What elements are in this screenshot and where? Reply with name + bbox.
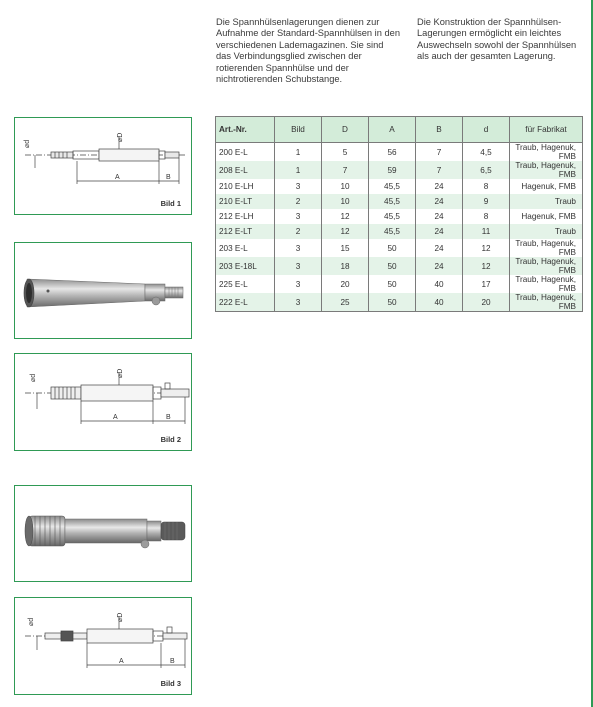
cell-bild: 2 bbox=[275, 224, 322, 239]
table-row bbox=[216, 161, 583, 179]
cell-art-nr: 212 E-LH bbox=[216, 209, 275, 224]
sleeve-photo-icon bbox=[15, 243, 191, 338]
bild1-dim-large-d: ⌀D bbox=[117, 132, 124, 142]
cell-b: 7 bbox=[416, 161, 463, 179]
cell-fabrikat: Traub bbox=[510, 194, 583, 209]
cell-fabrikat: Traub, Hagenuk, FMB bbox=[510, 161, 583, 179]
table-row bbox=[216, 179, 583, 194]
cell-bild: 1 bbox=[275, 161, 322, 179]
cell-b: 24 bbox=[416, 194, 463, 209]
cell-art-nr: 210 E-LT bbox=[216, 194, 275, 209]
cell-bild: 3 bbox=[275, 179, 322, 194]
cell-fabrikat: Hagenuk, FMB bbox=[510, 179, 583, 194]
col-art-nr: Art.-Nr. bbox=[216, 117, 275, 143]
bild3-drawing-panel bbox=[14, 597, 192, 695]
spec-table bbox=[215, 116, 583, 312]
col-b: B bbox=[416, 117, 463, 143]
cell-bild: 3 bbox=[275, 293, 322, 312]
cell-a: 45,5 bbox=[369, 224, 416, 239]
col-d-small: d bbox=[463, 117, 510, 143]
cell-d-small: 12 bbox=[463, 257, 510, 275]
cell-a: 50 bbox=[369, 239, 416, 257]
table-row bbox=[216, 194, 583, 209]
cell-d-small: 4,5 bbox=[463, 143, 510, 162]
cell-art-nr: 212 E-LT bbox=[216, 224, 275, 239]
bild1-label: Bild 1 bbox=[160, 199, 181, 208]
bild3-dim-b: B bbox=[170, 658, 175, 665]
cell-b: 24 bbox=[416, 239, 463, 257]
cell-b: 40 bbox=[416, 293, 463, 312]
cell-b: 24 bbox=[416, 179, 463, 194]
cell-art-nr: 225 E-L bbox=[216, 275, 275, 293]
cell-bild: 2 bbox=[275, 194, 322, 209]
cell-a: 45,5 bbox=[369, 194, 416, 209]
col-bild: Bild bbox=[275, 117, 322, 143]
cell-d-large: 12 bbox=[322, 209, 369, 224]
bild3-label: Bild 3 bbox=[160, 679, 181, 688]
cell-a: 45,5 bbox=[369, 209, 416, 224]
cell-fabrikat: Traub, Hagenuk, FMB bbox=[510, 293, 583, 312]
cell-art-nr: 208 E-L bbox=[216, 161, 275, 179]
table-row bbox=[216, 293, 583, 312]
intro-right-text: Die Konstruktion der Spannhülsen-Lagerungen ermöglicht ein leichtes Auswechseln sowohl der Spannhülsen als auch der gesamten Lagerung. bbox=[417, 17, 577, 62]
cell-b: 7 bbox=[416, 143, 463, 162]
cell-bild: 3 bbox=[275, 257, 322, 275]
cell-d-large: 5 bbox=[322, 143, 369, 162]
table-row bbox=[216, 209, 583, 224]
cell-d-small: 17 bbox=[463, 275, 510, 293]
bearing-photo-icon bbox=[15, 486, 191, 581]
cell-bild: 3 bbox=[275, 275, 322, 293]
intro-left-text: Die Spannhülsenlagerungen dienen zur Aufnahme der Standard-Spannhülsen in den verschiedenen Lademagazinen. Sie sind das Verbindungsglied zwischen der rotierenden Spannhülse und der nichtrotierenden Schubstange. bbox=[216, 17, 401, 85]
photo2-panel bbox=[14, 485, 192, 582]
bild3-dim-small-d: ⌀d bbox=[28, 617, 35, 626]
cell-d-large: 18 bbox=[322, 257, 369, 275]
cell-a: 45,5 bbox=[369, 179, 416, 194]
bild1-dim-a: A bbox=[115, 174, 120, 181]
bild2-dim-large-d: ⌀D bbox=[117, 368, 124, 378]
cell-b: 24 bbox=[416, 257, 463, 275]
bild2-dim-small-d: ⌀d bbox=[30, 373, 37, 382]
cell-b: 24 bbox=[416, 209, 463, 224]
cell-a: 50 bbox=[369, 257, 416, 275]
cell-art-nr: 210 E-LH bbox=[216, 179, 275, 194]
cell-b: 24 bbox=[416, 224, 463, 239]
cell-fabrikat: Traub bbox=[510, 224, 583, 239]
cell-a: 59 bbox=[369, 161, 416, 179]
cell-b: 40 bbox=[416, 275, 463, 293]
cell-bild: 3 bbox=[275, 239, 322, 257]
cell-d-large: 10 bbox=[322, 179, 369, 194]
table-row bbox=[216, 143, 583, 162]
col-a: A bbox=[369, 117, 416, 143]
cell-d-large: 10 bbox=[322, 194, 369, 209]
cell-fabrikat: Traub, Hagenuk, FMB bbox=[510, 275, 583, 293]
cell-bild: 1 bbox=[275, 143, 322, 162]
cell-d-small: 11 bbox=[463, 224, 510, 239]
table-row bbox=[216, 224, 583, 239]
col-fabrikat: für Fabrikat bbox=[510, 117, 583, 143]
bild1-dim-small-d: ⌀d bbox=[24, 139, 31, 148]
cell-d-large: 20 bbox=[322, 275, 369, 293]
bild3-dim-large-d: ⌀D bbox=[117, 612, 124, 622]
cell-art-nr: 222 E-L bbox=[216, 293, 275, 312]
bild2-drawing-panel bbox=[14, 353, 192, 451]
bild1-drawing-panel bbox=[14, 117, 192, 215]
cell-a: 56 bbox=[369, 143, 416, 162]
cell-d-small: 12 bbox=[463, 239, 510, 257]
cell-d-small: 20 bbox=[463, 293, 510, 312]
bild3-dim-a: A bbox=[119, 658, 124, 665]
table-row bbox=[216, 275, 583, 293]
bild2-dim-a: A bbox=[113, 414, 118, 421]
bild2-dim-b: B bbox=[166, 414, 171, 421]
cell-d-small: 9 bbox=[463, 194, 510, 209]
cell-d-small: 8 bbox=[463, 209, 510, 224]
cell-bild: 3 bbox=[275, 209, 322, 224]
cell-fabrikat: Traub, Hagenuk, FMB bbox=[510, 257, 583, 275]
spec-table-header bbox=[216, 117, 583, 143]
cell-art-nr: 200 E-L bbox=[216, 143, 275, 162]
bild1-dim-b: B bbox=[166, 174, 171, 181]
photo1-panel bbox=[14, 242, 192, 339]
bild2-label: Bild 2 bbox=[160, 435, 181, 444]
col-d-large: D bbox=[322, 117, 369, 143]
table-row bbox=[216, 257, 583, 275]
cell-d-large: 12 bbox=[322, 224, 369, 239]
cell-a: 50 bbox=[369, 293, 416, 312]
cell-art-nr: 203 E-18L bbox=[216, 257, 275, 275]
cell-a: 50 bbox=[369, 275, 416, 293]
cell-fabrikat: Hagenuk, FMB bbox=[510, 209, 583, 224]
cell-d-large: 15 bbox=[322, 239, 369, 257]
table-row bbox=[216, 239, 583, 257]
cell-art-nr: 203 E-L bbox=[216, 239, 275, 257]
cell-fabrikat: Traub, Hagenuk, FMB bbox=[510, 239, 583, 257]
cell-d-large: 25 bbox=[322, 293, 369, 312]
cell-d-small: 6,5 bbox=[463, 161, 510, 179]
cell-fabrikat: Traub, Hagenuk, FMB bbox=[510, 143, 583, 162]
cell-d-small: 8 bbox=[463, 179, 510, 194]
cell-d-large: 7 bbox=[322, 161, 369, 179]
